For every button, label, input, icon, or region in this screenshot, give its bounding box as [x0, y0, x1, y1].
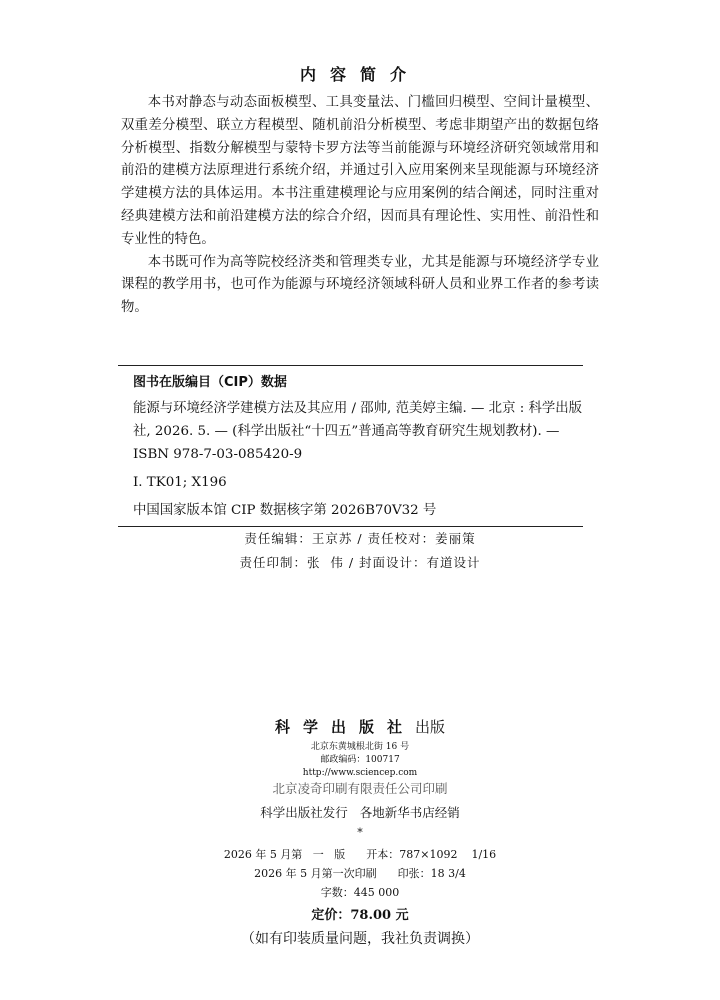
cip-classification: Ⅰ. TK01; X196: [133, 475, 227, 490]
publisher-suffix: 出版: [415, 718, 446, 736]
summary-title: 内容简介: [299, 65, 420, 84]
printer-line: 北京凌奇印刷有限责任公司印刷: [272, 781, 448, 796]
printing-line: 2026 年 5 月第一次印刷 印张：18 3/4: [254, 867, 466, 880]
quality-notice: （如有印装质量问题，我社负责调换）: [241, 931, 479, 947]
cip-heading: 图书在版编目（CIP）数据: [133, 375, 287, 390]
cip-top-rule: [118, 365, 583, 366]
cip-bottom-rule: [118, 526, 583, 527]
summary-body: [121, 92, 599, 320]
issuer-line: 科学出版社发行 各地新华书店经销: [260, 805, 460, 820]
publisher-postcode: 邮政编码：100717: [320, 755, 400, 765]
staff-editors: 责任编辑：王京苏 / 责任校对：姜丽策: [244, 531, 476, 546]
publisher-website: http://www.sciencep.com: [302, 768, 418, 778]
cip-check-number: 中国国家版本馆 CIP 数据核字第 2026B70V32 号: [133, 503, 437, 518]
publisher-name: 科学出版社: [274, 718, 415, 736]
summary-paragraph: 本书既可作为高等院校经济类和管理类专业，尤其是能源与环境经济学专业课程的教学用书，也可作为能源与环境经济领域科研人员和业界工作者的参考读物。: [121, 254, 599, 316]
publisher-line: [0, 716, 720, 737]
summary-paragraph: 本书对静态与动态面板模型、工具变量法、门槛回归模型、空间计量模型、双重差分模型、联立方程模型、随机前沿分析模型、考虑非期望产出的数据包络分析模型、指数分解模型与蒙特卡罗方法等当前能源与环境经济研究领域常用和前沿的建模方法原理进行系统介绍，并通过引入应用案例来呈现能源与环境经济学建模方法的具体运用。本书注重建模理论与应用案例的结合阐述，同时注重对经典建模方法和前沿建模方法的综合介绍，因而具有理论性、实用性、前沿性和专业性的特色。: [121, 95, 599, 247]
staff-production: 责任印制：张 伟 / 封面设计：有道设计: [239, 555, 481, 570]
separator-star: *: [357, 826, 363, 839]
publisher-address: 北京东黄城根北街 16 号: [310, 742, 410, 752]
edition-line: 2026 年 5 月第 一 版 开本：787×1092 1/16: [223, 848, 497, 861]
word-count: 字数：445 000: [320, 886, 400, 899]
cip-entry: 能源与环境经济学建模方法及其应用 / 邵帅, 范美婷主编. — 北京 : 科学出版社, 2026. 5. — (科学出版社“十四五”普通高等教育研究生规划教材). — ISBN 978-7-03-085420-9: [133, 401, 583, 462]
price: 定价：78.00 元: [311, 908, 409, 923]
